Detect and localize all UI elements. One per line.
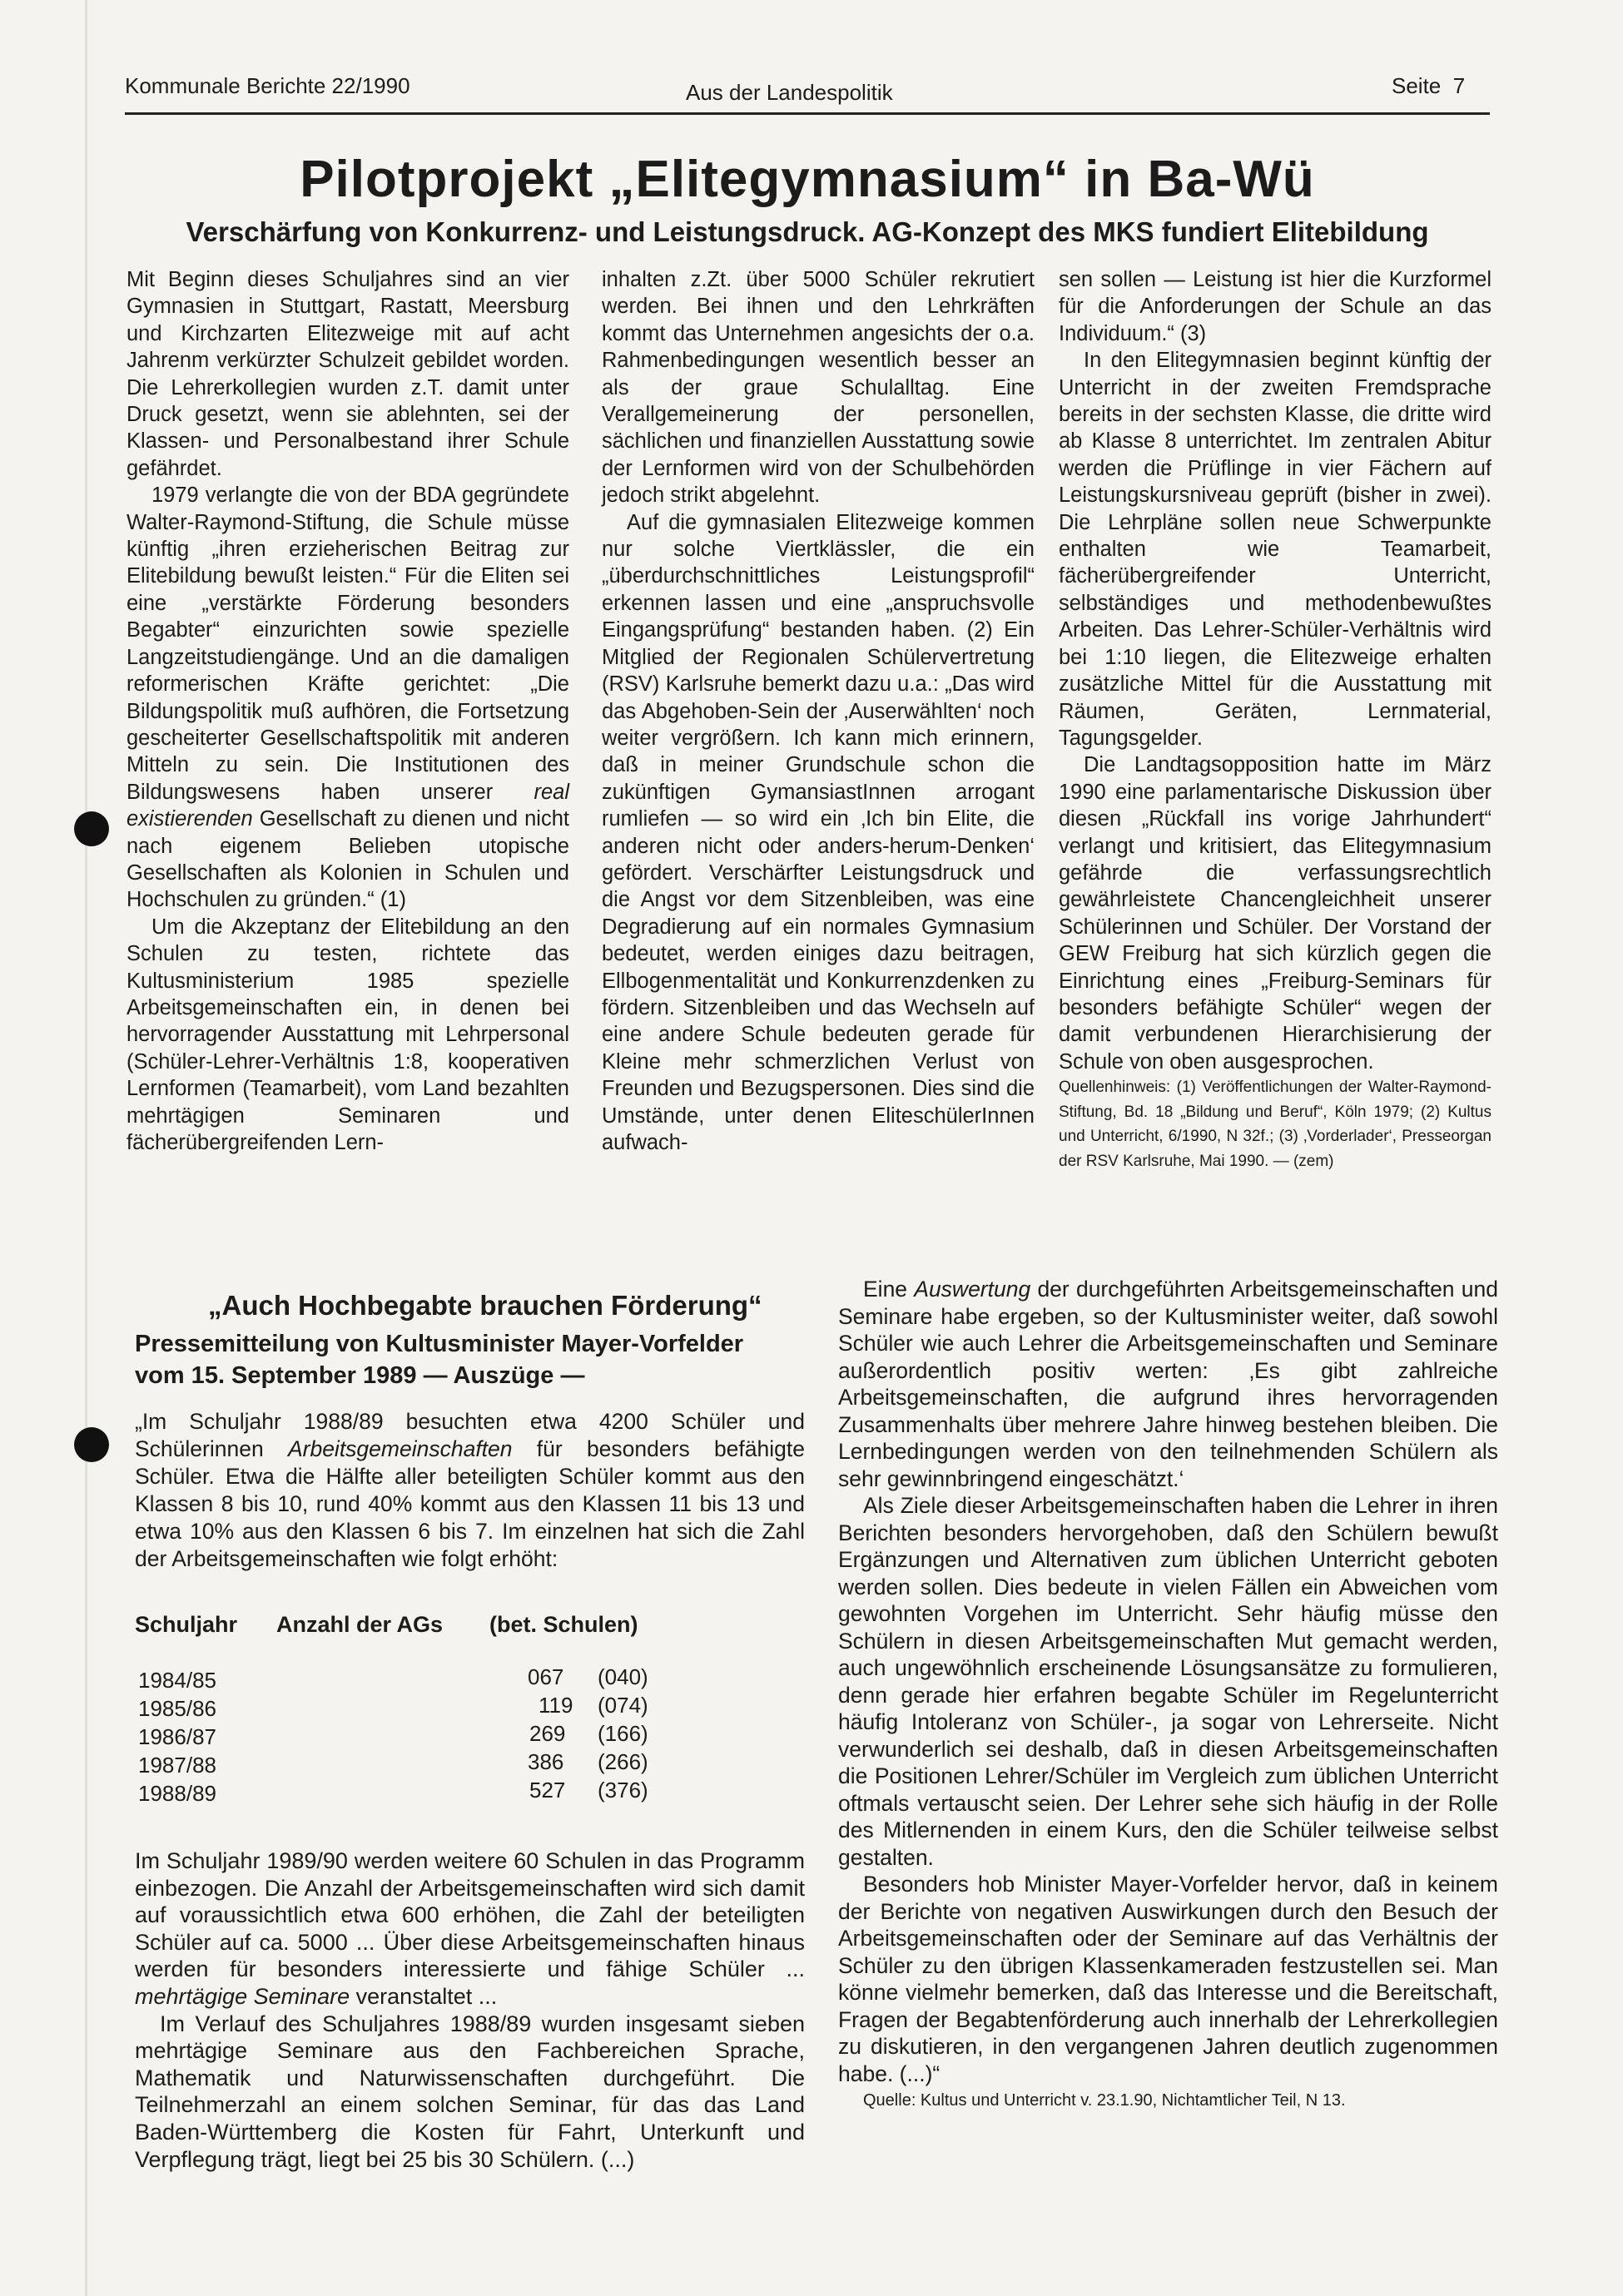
paragraph: In den Elitegymnasien beginnt künftig der Unterricht in der zweiten Fremdsprache bereits in der sechsten Klasse, die dritte wird ab Klasse 8 unterrichtet. Im zentralen Abitur werden die Prüflinge in vier Fächern auf Leistungskursniveau geprüft (bisher in zwei). Die Lehrpläne sollen neue Schwerpunkte enthalten wie Teamarbeit, fächerübergreifender Unterricht, selbständiges und methodenbewußtes Arbeiten. Das Lehrer-Schüler-Verhältnis wird bei 1:10 liegen, die Elitezweige erhalten zusätzliche Mittel für die Ausstattung mit Räumen, Geräten, Lernmaterial, Tagungsgelder. bbox=[1059, 349, 1491, 750]
emphasis: mehrtägige Seminare bbox=[135, 1983, 350, 2009]
paragraph: inhalten z.Zt. über 5000 Schüler rekrutiert werden. Bei ihnen und den Lehrkräften kommt das Unternehmen angesichts der o.a. Rahmenbedingungen wesentlich besser an als der graue Schulalltag. Eine Verallgemeinerung der personellen, sächlichen und finanziellen Ausstattung sowie der Lernformen wird von der Schulbehörden jedoch strikt abgelehnt. bbox=[602, 268, 1035, 508]
press-release-right-column bbox=[838, 1276, 1498, 2115]
source-note: Quelle: Kultus und Unterricht v. 23.1.90, Nichtamtlicher Teil, N 13. bbox=[863, 2091, 1346, 2110]
article-title: Pilotprojekt „Elitegymnasium“ in Ba-Wü bbox=[300, 151, 1315, 208]
article-column-2 bbox=[602, 266, 1035, 1156]
table-header-anzahl: Anzahl der AGs bbox=[276, 1612, 444, 1637]
press-release-subtitle: Pressemitteilung von Kultusminister Mayer-Vorfelder vom 15. September 1989 — Auszüge — bbox=[135, 1331, 744, 1389]
emphasis: real existierenden bbox=[127, 780, 569, 831]
header-page-number: Seite 7 bbox=[1392, 73, 1466, 98]
article-subtitle: Verschärfung von Konkurrenz- und Leistungsdruck. AG-Konzept des MKS fundiert Elitebildung bbox=[186, 216, 1429, 247]
paragraph: Im Schuljahr 1989/90 werden weitere 60 Schulen in das Programm einbezogen. Die Anzahl der Arbeitsgemeinschaften wird sich damit auf voraussichtlich etwa 600 erhöhen, die Zahl der beteiligten Schüler auf ca. 5000 ... Über diese Arbeitsgemeinschaften hinaus werden für besonders interessierte und fähige Schüler ... mehrtägige Seminare veranstaltet ... bbox=[135, 1848, 805, 2009]
header-section: Aus der Landespolitik bbox=[686, 80, 893, 105]
header-publication: Kommunale Berichte 22/1990 bbox=[125, 73, 410, 98]
paragraph: Im Verlauf des Schuljahres 1988/89 wurden insgesamt sieben mehrtägige Seminare aus den Fachbereichen Sprache, Mathematik und Naturwissenschaften durchgeführt. Die Teilnehmerzahl an einem solchen Seminar, für das das Land Baden-Württemberg die Kosten für Fahrt, Unterkunft und Verpflegung trägt, liegt bei 25 bis 30 Schülern. (...) bbox=[135, 2011, 805, 2172]
press-release-title: „Auch Hochbegabte brauchen Förderung“ bbox=[208, 1290, 762, 1321]
punch-hole bbox=[74, 1427, 109, 1462]
paragraph: Die Landtagsopposition hatte im März 1990 eine parlamentarische Diskussion über diesen „Rückfall ins vorige Jahrhundert“ verlangt und kritisiert, das Elitegymnasium gefährde die verfassungsrechtlich gewährleistete Chancengleichheit unserer Schülerinnen und Schüler. Der Vorstand der GEW Freiburg hat sich kürzlich gegen die Einrichtung eines „Freiburg-Seminars für besonders befähigte Schüler“ wegen der damit verbundenen Hierarchisierung der Schule von oben ausgesprochen. bbox=[1059, 753, 1491, 1074]
paragraph: 1979 verlangte die von der BDA gegründete Walter-Raymond-Stiftung, die Schule müsse künftig „ihren erzieherischen Beitrag zur Elitebildung bewußt leisten.“ Für die Eliten sei eine „verstärkte Förderung besonders Begabter“ einzurichten sowie spezielle Langzeitstudiengänge. Und an die damaligen reformerischen Kräfte gerichtet: „Die Bildungspolitik muß aufhören, die Fortsetzung gescheiterter Gesellschaftspolitik mit anderen Mitteln zu sein. Die Institutionen des Bildungswesens haben unserer real existierenden Gesellschaft zu dienen und nicht nach eigenem Belieben utopische Gesellschaften als Kolonien in Schulen und Hochschulen zu gründen.“ (1) bbox=[127, 483, 569, 912]
paragraph: Mit Beginn dieses Schuljahres sind an vier Gymnasien in Stuttgart, Rastatt, Meersburg und Kirchzarten Elitezweige mit auf acht Jahrenm verkürzter Schulzeit gebildet worden. Die Lehrerkollegien wurden z.T. damit unter Druck gesetzt, wenn sie ablehnten, sei der Klassen- und Personalbestand ihrer Schule gefährdet. bbox=[127, 268, 569, 480]
header-rule bbox=[125, 112, 1490, 115]
paragraph: Auf die gymnasialen Elitezweige kommen nur solche Viertklässler, die ein „überdurchschnittliches Leistungsprofil“ erkennen lassen und eine „anspruchsvolle Eingangsprüfung“ bestanden haben. (2) Ein Mitglied der Regionalen Schülervertretung (RSV) Karlsruhe bemerkt dazu u.a.: „Das wird das Abgehoben-Sein der ‚Auserwählten‘ noch weiter vergrößern. Ich kann mich erinnern, daß in meiner Grundschule schon die zukünftigen GymansiastInnen arrogant rumliefen — so wird ein ‚Ich bin Elite, die anderen nicht oder anders-herum-Denken‘ gefördert. Verschärfter Leistungsdruck und die Angst vor dem Sitzenbleiben, was eine Degradierung auf ein normales Gymnasium bedeutet, werden einiges dazu beitragen, Ellbogenmentalität und Konkurrenzdenken zu fördern. Sitzenbleiben und das Wechseln auf eine andere Schule bedeuten gerade für Kleine mehr schmerzlichen Verlust von Freunden und Bezugspersonen. Dies sind die Umstände, unter denen EliteschülerInnen aufwach- bbox=[602, 510, 1035, 1154]
press-release-intro: „Im Schuljahr 1988/89 besuchten etwa 4200 Schüler und Schülerinnen Arbeitsgemeinschaften für besonders befähigte Schüler. Etwa die Hälfte aller beteiligten Schüler kommt aus den Klassen 8 bis 10, rund 40% kommt aus den Klassen 11 bis 13 und etwa 10% aus den Klassen 6 bis 7. Im einzelnen hat sich die Zahl der Arbeitsgemeinschaften wie folgt erhöht: bbox=[135, 1409, 805, 1571]
emphasis: Auswertung bbox=[914, 1277, 1031, 1302]
table-header-schuljahr: Schuljahr bbox=[135, 1612, 238, 1637]
paragraph: Als Ziele dieser Arbeitsgemeinschaften haben die Lehrer in ihren Berichten besonders hervorgehoben, daß den Schülern bewußt Ergänzungen und Alternativen zum üblichen Unterricht geboten werden sollen. Dies bedeute in vielen Fällen ein Abweichen vom gewohnten Vorgehen im Unterricht. Sehr häufig müsse den Schülern in diesen Arbeitsgemeinschaften Mut gemacht werden, auch ungewöhnlich erscheinende Lösungsansätze zu formulieren, denn gerade hier erfahren begabte Schüler im Regelunterricht häufig Intoleranz von Schüler-, ja sogar von Lehrerseite. Nicht verwunderlich sei deshalb, daß in diesen Arbeitsgemeinschaften die Positionen Lehrer/Schüler im Vergleich zum üblichen Unterricht oftmals vertauscht seien. Der Lehrer sehe sich häufig in der Rolle des Mitlernenden in einem Kurs, den die Schüler teilweise selbst gestalten. bbox=[838, 1493, 1498, 1870]
paragraph: sen sollen — Leistung ist hier die Kurzformel für die Anforderungen der Schule an das Individuum.“ (3) bbox=[1059, 268, 1491, 345]
article-column-1 bbox=[127, 266, 569, 1156]
paragraph: Eine Auswertung der durchgeführten Arbeitsgemeinschaften und Seminare habe ergeben, so der Kultusminister weiter, daß sowohl Schüler wie auch Lehrer die Arbeitsgemeinschaften und Seminare außerordentlich positiv werten: ‚Es gibt zahlreiche Arbeitsgemeinschaften, die aufgrund ihres hervorragenden Zusammenhalts über mehrere Jahre hinweg bestehen bleiben. Die Lernbedingungen werden von den teilnehmenden Schülern als sehr gewinnbringend eingeschätzt.‘ bbox=[838, 1277, 1498, 1491]
article-column-3 bbox=[1059, 266, 1491, 1174]
scan-edge bbox=[85, 0, 87, 2296]
paragraph: Besonders hob Minister Mayer-Vorfelder hervor, daß in keinem der Berichte von negativen Auswirkungen durch den Besuch der Arbeitsgemeinschaften oder der Seminare auf das Verhältnis der Schüler zu den übrigen Klassenkameraden festzustellen sei. Man könne vielmehr bemerken, daß das Interesse und die Bereitschaft, Fragen der Begabtenförderung auch innerhalb der Lehrerkollegien zu diskutieren, in den vergangenen Jahren deutlich zugenommen habe. (...)“ bbox=[838, 1872, 1498, 2086]
emphasis: Arbeitsgemeinschaften bbox=[287, 1436, 513, 1461]
punch-hole bbox=[74, 811, 109, 846]
paragraph: Um die Akzeptanz der Elitebildung an den Schulen zu testen, richtete das Kultusministerium 1985 spezielle Arbeitsgemeinschaften ein, in denen bei hervorragender Ausstattung mit Lehrpersonal (Schüler-Lehrer-Verhältnis 1:8, kooperativen Lernformen (Teamarbeit), vom Land bezahlten mehrtägigen Seminaren und fächerübergreifenden Lern- bbox=[127, 915, 569, 1154]
press-release-lower-left bbox=[135, 1847, 805, 2173]
source-note: Quellenhinweis: (1) Veröffentlichungen der Walter-Raymond-Stiftung, Bd. 18 „Bildung und Beruf“, Köln 1979; (2) Kultus und Unterricht, 6/1990, N 32f.; (3) ‚Vorderlader‘, Presseorgan der RSV Karlsruhe, Mai 1990. — (zem) bbox=[1059, 1079, 1491, 1170]
table-header-schulen: (bet. Schulen) bbox=[489, 1612, 638, 1637]
